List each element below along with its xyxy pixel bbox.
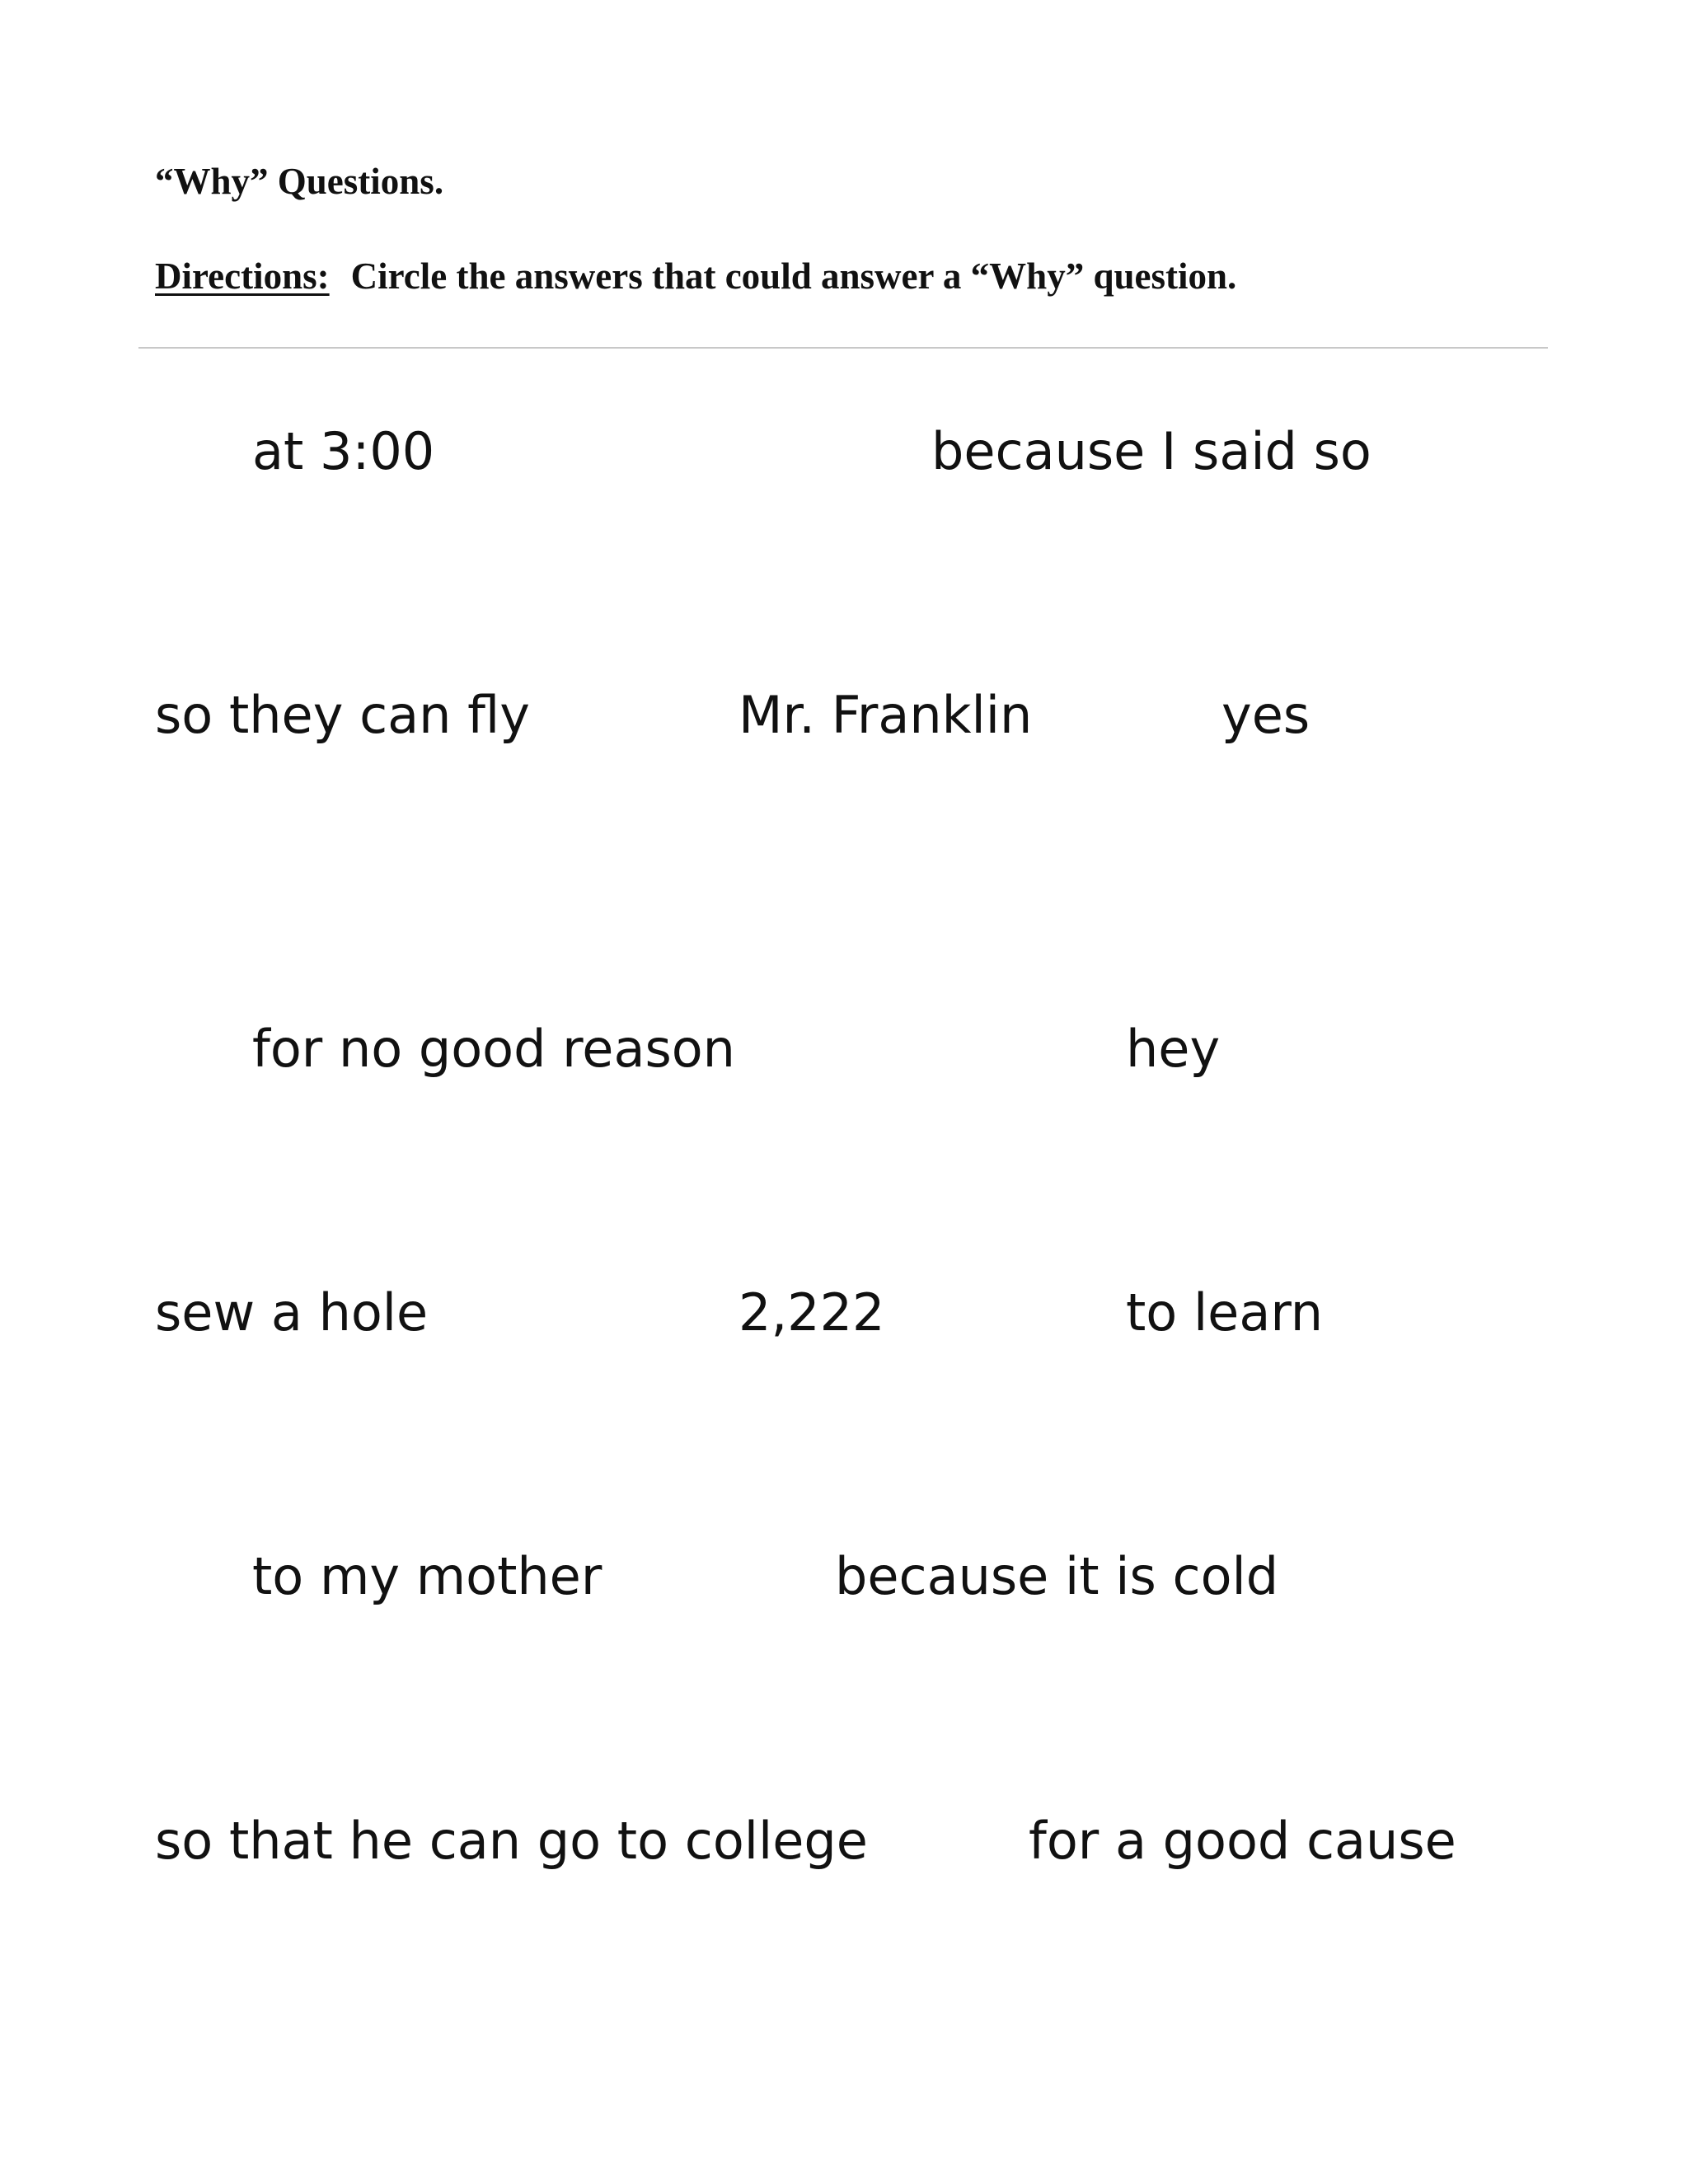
worksheet-title: “Why” Questions.: [155, 161, 444, 202]
answer-mr-franklin[interactable]: Mr. Franklin: [738, 685, 1033, 745]
answer-because-i-said-so[interactable]: because I said so: [931, 421, 1372, 481]
answer-yes[interactable]: yes: [1221, 685, 1311, 745]
answer-for-a-good-cause[interactable]: for a good cause: [1029, 1811, 1456, 1871]
answer-so-they-can-fly[interactable]: so they can fly: [155, 685, 530, 745]
answer-to-learn[interactable]: to learn: [1126, 1282, 1324, 1343]
answer-because-it-is-cold[interactable]: because it is cold: [835, 1546, 1279, 1606]
directions-label: Directions:: [155, 255, 330, 297]
answer-for-no-good-reason[interactable]: for no good reason: [252, 1019, 735, 1079]
directions: [155, 250, 1236, 302]
answer-sew-a-hole[interactable]: sew a hole: [155, 1282, 429, 1343]
answer-at-3-00[interactable]: at 3:00: [252, 421, 435, 481]
answer-2-222[interactable]: 2,222: [738, 1282, 885, 1343]
answer-so-that-he-can-go-to-college[interactable]: so that he can go to college: [155, 1811, 868, 1871]
directions-text: Circle the answers that could answer a “Why” question.: [350, 255, 1237, 297]
answer-hey[interactable]: hey: [1126, 1019, 1221, 1079]
answer-to-my-mother[interactable]: to my mother: [252, 1546, 603, 1606]
divider-line: [138, 347, 1548, 349]
